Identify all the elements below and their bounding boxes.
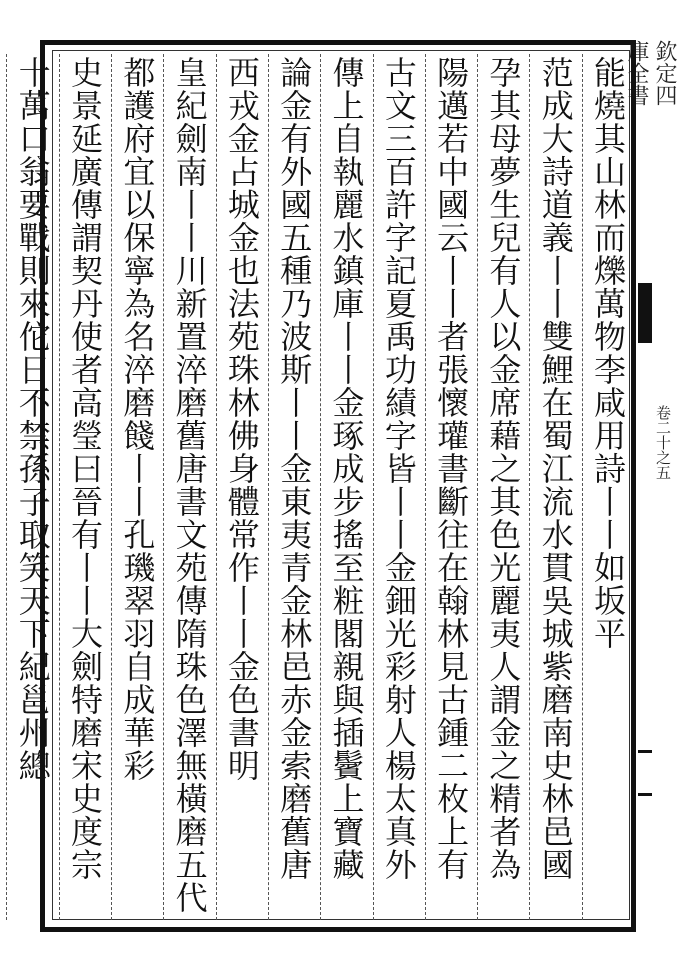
text-column: 傳上自執麗水鎮庫丨丨金琢成步搖至粧閣親與插鬢上寶藏 [320,54,372,920]
text-column: 能燒其山林而爍萬物李咸用詩丨丨如坂平 [582,54,634,920]
text-column: 古文三百許字記夏禹功績字皆丨丨金鈿光彩射人楊太真外 [373,54,425,920]
margin-book-title: 欽定四庫全書 [624,40,677,106]
text-columns [13,54,634,920]
margin-volume-label: 卷二十之五 [654,405,672,480]
text-column: 孕其母夢生兒有人以金席藉之其色光麗夷人謂金之精者為 [477,54,529,920]
text-column: 范成大詩道義丨丨雙鯉在蜀江流水貫吳城紫磨南史林邑國 [529,54,581,920]
text-column: 都護府宜以保寧為名淬磨餞丨丨孔璣翠羽自成華彩 [111,54,163,920]
text-column: 西戎金占城金也法苑珠林佛身體常作丨丨金色書明 [216,54,268,920]
text-column: 論金有外國五種乃波斯丨丨金東夷青金林邑赤金索磨舊唐 [268,54,320,920]
text-column: 陽邁若中國云丨丨者張懷瓘書斷往在翰林見古鍾二枚上有 [425,54,477,920]
fold-mark [638,750,652,796]
text-column: 皇紀劍南丨丨川新置淬磨舊唐書文苑傳隋珠色澤無橫磨五代 [163,54,215,920]
text-column: 十萬口翁要戰則來佗日不禁孫子取笑天下紀邕州總 [6,54,58,920]
text-column: 史景延廣傳謂契丹使者高瑩曰晉有丨丨大劍特磨宋史度宗 [59,54,111,920]
fish-tail-mark [638,283,652,343]
